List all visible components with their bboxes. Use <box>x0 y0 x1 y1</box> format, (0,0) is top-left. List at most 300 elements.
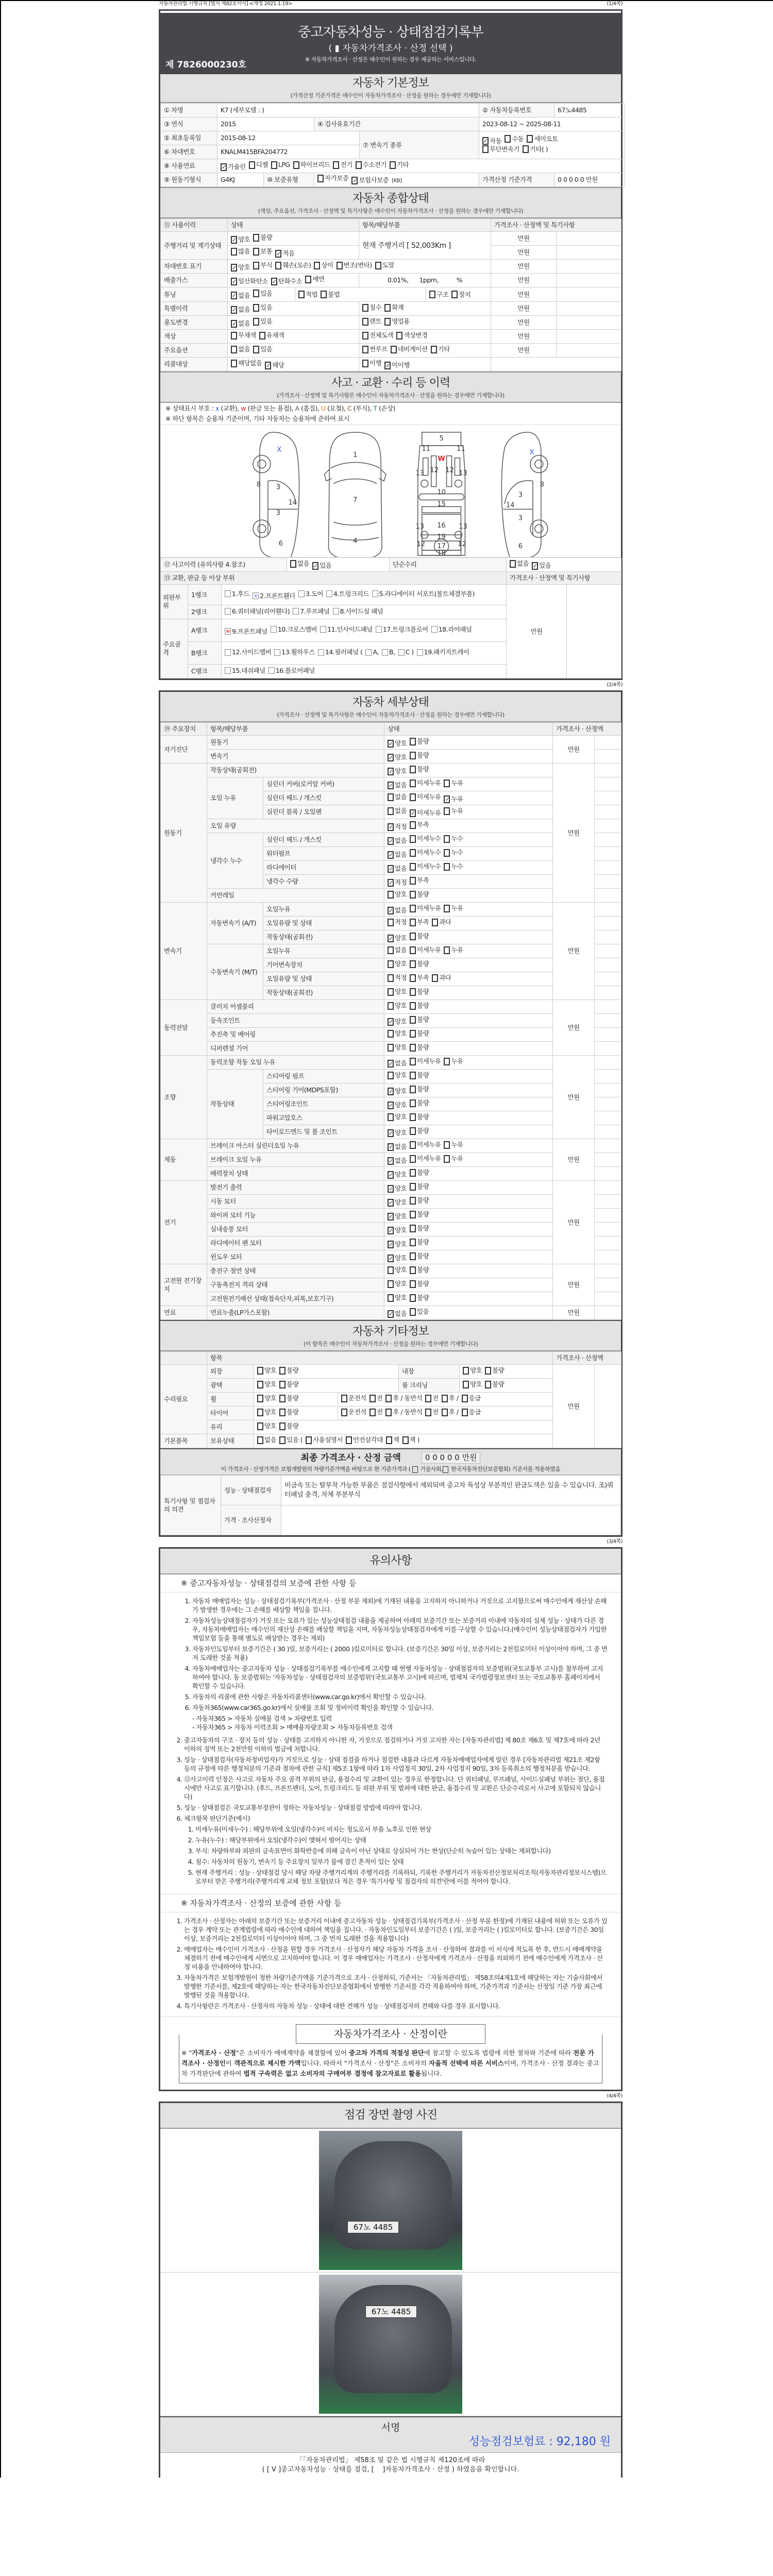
price-note[interactable] <box>595 1083 621 1097</box>
checkbox-option[interactable] <box>388 1310 407 1318</box>
price-note[interactable] <box>557 260 621 274</box>
checkbox-icon[interactable] <box>225 667 231 674</box>
checked-box-icon[interactable]: ✓ <box>389 1101 393 1109</box>
checkbox-option[interactable] <box>341 1408 366 1416</box>
checkbox-option[interactable] <box>410 835 441 843</box>
price-note[interactable] <box>595 1209 621 1223</box>
checkbox-option[interactable] <box>279 1422 298 1430</box>
price-note[interactable] <box>595 1306 621 1320</box>
checkbox-icon[interactable] <box>376 626 382 633</box>
checkbox-icon[interactable] <box>410 752 416 759</box>
checkbox-option[interactable] <box>410 932 429 940</box>
price-note[interactable] <box>595 1365 621 1448</box>
checkbox-option[interactable] <box>410 876 429 885</box>
checked-box-icon[interactable]: ✓ <box>389 1227 393 1234</box>
checkbox-icon[interactable] <box>410 738 416 745</box>
checkbox-option[interactable] <box>257 1408 276 1416</box>
checkbox-icon[interactable] <box>388 1294 394 1302</box>
checkbox-option[interactable] <box>279 1380 298 1388</box>
checkbox-option[interactable] <box>410 737 429 745</box>
checkbox-option[interactable] <box>425 1408 439 1416</box>
checkbox-icon[interactable] <box>225 590 231 597</box>
checkbox-icon[interactable] <box>225 649 231 656</box>
checkbox-option[interactable] <box>231 247 250 256</box>
checkbox-option[interactable] <box>231 292 250 300</box>
checkbox-option[interactable] <box>482 145 519 154</box>
checkbox-icon[interactable] <box>362 346 368 353</box>
checked-box-icon[interactable]: ✓ <box>389 740 393 747</box>
checkbox-option[interactable] <box>523 145 548 154</box>
price-note[interactable] <box>595 944 621 958</box>
checked-box-icon[interactable]: ✓ <box>313 562 318 569</box>
price-note[interactable] <box>557 287 621 302</box>
checkbox-icon[interactable] <box>462 1395 468 1402</box>
checkbox-option[interactable] <box>385 1394 422 1402</box>
price-note[interactable] <box>557 302 621 316</box>
checkbox-icon[interactable] <box>257 1409 263 1416</box>
checkbox-option[interactable] <box>388 793 407 801</box>
checkbox-icon[interactable] <box>279 1381 285 1388</box>
checkbox-option[interactable] <box>463 1380 482 1388</box>
checkbox-icon[interactable] <box>257 1381 263 1388</box>
checkbox-option[interactable] <box>444 1155 463 1163</box>
checked-box-icon[interactable]: ✓ <box>232 278 237 285</box>
checkbox-option[interactable] <box>410 1155 441 1163</box>
checkbox-option[interactable] <box>388 946 407 954</box>
checkbox-option[interactable] <box>351 176 389 184</box>
checkbox-icon[interactable] <box>271 161 277 169</box>
checkbox-option[interactable] <box>384 317 410 326</box>
checkbox-option[interactable] <box>275 249 294 258</box>
checkbox-icon[interactable] <box>388 807 394 815</box>
checkbox-icon[interactable] <box>337 262 343 269</box>
checked-box-icon[interactable]: ✓ <box>389 1129 393 1137</box>
price-note[interactable] <box>595 736 621 750</box>
checkbox-option[interactable] <box>402 1436 419 1444</box>
checked-box-icon[interactable]: w <box>225 628 231 635</box>
price-note[interactable] <box>595 1264 621 1278</box>
checkbox-icon[interactable] <box>410 1002 416 1010</box>
checkbox-option[interactable] <box>388 1002 407 1010</box>
checkbox-icon[interactable] <box>431 626 438 633</box>
checkbox-icon[interactable] <box>444 863 450 871</box>
checkbox-option[interactable] <box>410 1238 429 1246</box>
checkbox-option[interactable] <box>482 137 501 145</box>
checkbox-option[interactable] <box>384 303 404 312</box>
checkbox-icon[interactable] <box>442 1395 448 1402</box>
checkbox-option[interactable] <box>386 1436 399 1444</box>
checkbox-option[interactable] <box>221 163 246 171</box>
checkbox-option[interactable] <box>444 795 463 803</box>
checkbox-icon[interactable] <box>362 332 368 340</box>
price-note[interactable] <box>595 777 621 791</box>
price-note[interactable] <box>595 903 621 917</box>
checkbox-icon[interactable] <box>444 807 450 815</box>
checkbox-icon[interactable] <box>462 1409 468 1416</box>
checkbox-icon[interactable] <box>432 974 438 982</box>
checkbox-icon[interactable] <box>410 1308 416 1316</box>
checkbox-option[interactable] <box>410 1252 429 1260</box>
checkbox-option[interactable] <box>382 648 395 656</box>
checkbox-option[interactable] <box>410 1280 429 1288</box>
checkbox-option[interactable] <box>390 161 409 169</box>
checkbox-option[interactable] <box>321 291 340 299</box>
price-note[interactable] <box>595 1014 621 1028</box>
checkbox-option[interactable] <box>410 1113 429 1121</box>
checkbox-option[interactable] <box>410 793 441 801</box>
checkbox-icon[interactable] <box>341 1395 347 1402</box>
checkbox-icon[interactable] <box>485 1381 491 1388</box>
checkbox-icon[interactable] <box>279 1436 285 1444</box>
checkbox-icon[interactable] <box>386 1436 392 1444</box>
checkbox-icon[interactable] <box>388 960 394 968</box>
checkbox-icon[interactable] <box>410 877 416 885</box>
checkbox-option[interactable] <box>253 317 272 326</box>
checkbox-icon[interactable] <box>346 1436 352 1444</box>
checkbox-option[interactable] <box>362 317 381 326</box>
checkbox-option[interactable] <box>388 781 407 789</box>
checked-box-icon[interactable]: ✓ <box>389 1255 393 1262</box>
price-note[interactable] <box>595 1125 621 1139</box>
checkbox-option[interactable] <box>257 1394 276 1402</box>
checkbox-option[interactable] <box>510 560 529 568</box>
checked-box-icon[interactable]: ✓ <box>389 879 393 886</box>
checkbox-option[interactable] <box>410 1043 429 1052</box>
checkbox-option[interactable] <box>410 946 441 954</box>
checkbox-icon[interactable] <box>398 649 405 656</box>
checkbox-option[interactable] <box>362 359 381 367</box>
checkbox-option[interactable] <box>532 562 551 570</box>
price-note[interactable] <box>595 1153 621 1167</box>
checkbox-icon[interactable] <box>257 1367 263 1375</box>
checked-box-icon[interactable]: ✓ <box>389 754 393 761</box>
inspection-photo-front[interactable] <box>319 2131 462 2270</box>
checkbox-option[interactable] <box>385 1408 422 1416</box>
checked-box-icon[interactable]: ✓ <box>533 562 537 569</box>
price-note[interactable] <box>595 1097 621 1111</box>
price-note[interactable] <box>595 1195 621 1209</box>
checkbox-option[interactable] <box>388 974 407 982</box>
checkbox-icon[interactable] <box>369 1395 376 1402</box>
checkbox-option[interactable] <box>505 135 524 143</box>
checkbox-option[interactable] <box>231 359 262 367</box>
checkbox-icon[interactable] <box>410 1252 416 1260</box>
checkbox-icon[interactable] <box>431 346 437 353</box>
checkbox-option[interactable] <box>431 625 472 634</box>
checkbox-icon[interactable] <box>369 1409 376 1416</box>
checkbox-icon[interactable] <box>410 1113 416 1121</box>
checkbox-option[interactable] <box>375 261 394 269</box>
checkbox-icon[interactable] <box>293 608 299 615</box>
checkbox-option[interactable] <box>444 1057 463 1065</box>
checkbox-icon[interactable] <box>410 1155 416 1163</box>
checked-box-icon[interactable]: ✓ <box>389 865 393 872</box>
checkbox-option[interactable] <box>249 161 268 169</box>
price-note[interactable] <box>595 986 621 1000</box>
checkbox-icon[interactable] <box>318 649 324 656</box>
checkbox-option[interactable] <box>388 1129 407 1137</box>
checkbox-option[interactable] <box>388 1087 407 1095</box>
price-note[interactable] <box>595 1139 621 1153</box>
checkbox-icon[interactable] <box>385 1409 392 1416</box>
checkbox-option[interactable] <box>410 1266 429 1274</box>
checkbox-icon[interactable] <box>410 1183 416 1191</box>
checkbox-option[interactable] <box>388 1071 407 1079</box>
checkbox-option[interactable] <box>410 1015 429 1024</box>
checkbox-option[interactable] <box>372 590 475 598</box>
price-note[interactable] <box>557 316 621 330</box>
checked-box-icon[interactable]: ✓ <box>389 1171 393 1178</box>
checkbox-icon[interactable] <box>375 262 381 269</box>
checkbox-icon[interactable] <box>410 891 416 899</box>
checkbox-icon[interactable] <box>410 766 416 773</box>
checkbox-option[interactable] <box>451 291 470 299</box>
checkbox-icon[interactable] <box>410 1141 416 1149</box>
checked-box-icon[interactable]: ✓ <box>389 1213 393 1220</box>
checkbox-option[interactable] <box>225 607 290 616</box>
price-note[interactable] <box>595 875 621 889</box>
price-note[interactable] <box>595 1042 621 1056</box>
price-note[interactable] <box>595 847 621 861</box>
checkbox-icon[interactable] <box>402 1436 409 1444</box>
checkbox-icon[interactable] <box>410 1197 416 1205</box>
checkbox-option[interactable] <box>271 277 302 285</box>
checkbox-option[interactable] <box>410 849 441 857</box>
checkbox-option[interactable] <box>279 1436 303 1444</box>
checkbox-option[interactable] <box>231 345 250 353</box>
checkbox-icon[interactable] <box>341 1409 347 1416</box>
checked-box-icon[interactable]: ✓ <box>445 795 450 803</box>
checkbox-option[interactable] <box>362 331 393 340</box>
checked-box-icon[interactable]: ✓ <box>389 1185 393 1192</box>
checkbox-option[interactable] <box>388 934 407 942</box>
checkbox-icon[interactable] <box>298 291 305 298</box>
checkbox-icon[interactable] <box>320 626 326 633</box>
checkbox-icon[interactable] <box>388 1002 394 1010</box>
checkbox-icon[interactable] <box>432 919 438 926</box>
checked-box-icon[interactable]: ✓ <box>389 907 393 914</box>
checkbox-icon[interactable] <box>429 291 435 298</box>
checkbox-icon[interactable] <box>410 835 416 843</box>
checkbox-icon[interactable] <box>425 1395 431 1402</box>
checkbox-icon[interactable] <box>356 161 362 169</box>
checkbox-icon[interactable] <box>412 1466 418 1473</box>
checkbox-icon[interactable] <box>482 145 489 153</box>
checkbox-option[interactable] <box>318 648 363 656</box>
checkbox-option[interactable] <box>410 1002 429 1010</box>
checkbox-option[interactable] <box>231 319 250 328</box>
checkbox-option[interactable] <box>410 904 441 912</box>
checkbox-icon[interactable] <box>290 560 296 568</box>
price-note[interactable] <box>595 750 621 764</box>
checkbox-option[interactable] <box>388 807 407 815</box>
checkbox-icon[interactable] <box>410 1072 416 1079</box>
checkbox-option[interactable] <box>388 865 407 873</box>
checkbox-icon[interactable] <box>410 1016 416 1024</box>
price-note[interactable] <box>595 1056 621 1070</box>
checkbox-option[interactable] <box>253 345 272 353</box>
checked-box-icon[interactable]: ✓ <box>232 306 237 313</box>
checkbox-option[interactable] <box>417 648 469 656</box>
checkbox-option[interactable] <box>293 161 330 169</box>
checkbox-icon[interactable] <box>317 175 324 182</box>
checkbox-option[interactable] <box>271 625 317 634</box>
checked-box-icon[interactable]: ✓ <box>266 362 271 369</box>
checked-box-icon[interactable]: ✓ <box>389 1310 393 1317</box>
checkbox-option[interactable] <box>388 878 407 887</box>
checkbox-option[interactable] <box>410 1085 429 1093</box>
checked-box-icon[interactable]: ✓ <box>272 278 277 285</box>
checkbox-option[interactable] <box>362 303 381 312</box>
checkbox-icon[interactable] <box>279 1422 285 1430</box>
price-note[interactable] <box>567 585 621 679</box>
price-note[interactable] <box>595 972 621 986</box>
checkbox-icon[interactable] <box>388 891 394 899</box>
checkbox-icon[interactable] <box>388 1072 394 1079</box>
checkbox-option[interactable] <box>333 161 352 169</box>
checkbox-option[interactable] <box>388 1240 407 1248</box>
checkbox-option[interactable] <box>257 1422 276 1430</box>
checkbox-icon[interactable] <box>253 248 259 256</box>
checkbox-option[interactable] <box>388 1280 407 1288</box>
checkbox-option[interactable] <box>356 161 386 169</box>
checkbox-option[interactable] <box>410 918 429 926</box>
checkbox-icon[interactable] <box>321 291 327 298</box>
checkbox-icon[interactable] <box>410 793 416 801</box>
checkbox-icon[interactable] <box>410 1225 416 1232</box>
price-note[interactable] <box>595 1000 621 1014</box>
checkbox-icon[interactable] <box>388 974 394 982</box>
price-note[interactable] <box>595 1070 621 1083</box>
checkbox-option[interactable] <box>425 1394 439 1402</box>
checkbox-option[interactable] <box>442 1394 459 1402</box>
checkbox-option[interactable] <box>410 960 429 968</box>
checkbox-option[interactable] <box>231 235 250 244</box>
price-note[interactable] <box>595 1028 621 1042</box>
checkbox-option[interactable] <box>388 1018 407 1026</box>
checked-box-icon[interactable]: ✓ <box>389 935 393 942</box>
checkbox-icon[interactable] <box>249 161 255 169</box>
checkbox-icon[interactable] <box>271 626 277 633</box>
price-note[interactable] <box>595 958 621 972</box>
checkbox-icon[interactable] <box>253 346 259 353</box>
checkbox-option[interactable] <box>388 1143 407 1151</box>
checked-box-icon[interactable]: ✓ <box>389 1088 393 1095</box>
checkbox-option[interactable] <box>388 753 407 761</box>
checkbox-option[interactable] <box>388 767 407 775</box>
checkbox-option[interactable] <box>362 345 388 353</box>
checkbox-icon[interactable] <box>410 779 416 787</box>
price-note[interactable] <box>595 833 621 847</box>
checkbox-option[interactable] <box>410 821 429 829</box>
checkbox-icon[interactable] <box>444 905 450 912</box>
checkbox-icon[interactable] <box>388 919 394 926</box>
checkbox-option[interactable] <box>410 1210 429 1218</box>
checkbox-option[interactable] <box>388 1171 407 1179</box>
price-note[interactable] <box>595 764 621 777</box>
checkbox-icon[interactable] <box>382 649 388 656</box>
checkbox-option[interactable] <box>410 890 429 899</box>
checkbox-icon[interactable] <box>410 849 416 857</box>
checkbox-option[interactable] <box>527 135 558 143</box>
checkbox-option[interactable] <box>432 918 451 926</box>
checkbox-icon[interactable] <box>391 346 397 353</box>
checkbox-icon[interactable] <box>253 318 259 326</box>
checked-box-icon[interactable]: ✓ <box>389 1018 393 1025</box>
checkbox-icon[interactable] <box>314 262 320 269</box>
checkbox-icon[interactable] <box>444 1155 450 1163</box>
price-note[interactable] <box>595 930 621 944</box>
checkbox-option[interactable] <box>225 590 249 598</box>
checkbox-option[interactable] <box>391 345 428 353</box>
checkbox-option[interactable] <box>410 765 429 773</box>
price-note[interactable] <box>557 274 621 287</box>
checkbox-icon[interactable] <box>253 262 259 269</box>
checked-box-icon[interactable]: ✓ <box>352 177 358 184</box>
checkbox-icon[interactable] <box>410 974 416 982</box>
checkbox-icon[interactable] <box>388 1280 394 1288</box>
checkbox-option[interactable] <box>346 1436 383 1444</box>
checkbox-option[interactable] <box>231 277 268 285</box>
checkbox-icon[interactable] <box>231 332 237 340</box>
checkbox-icon[interactable] <box>425 1409 431 1416</box>
checkbox-icon[interactable] <box>333 608 339 615</box>
checkbox-option[interactable] <box>268 667 315 675</box>
checkbox-option[interactable] <box>388 1198 407 1207</box>
price-note[interactable] <box>595 1292 621 1306</box>
checkbox-option[interactable] <box>257 1366 276 1375</box>
checkbox-option[interactable] <box>444 835 463 843</box>
checkbox-icon[interactable] <box>410 919 416 926</box>
checkbox-option[interactable] <box>257 1380 276 1388</box>
checkbox-option[interactable] <box>431 345 450 353</box>
checkbox-option[interactable] <box>410 1099 429 1107</box>
checkbox-icon[interactable] <box>231 360 237 367</box>
checkbox-option[interactable] <box>410 1224 429 1232</box>
checkbox-icon[interactable] <box>388 1030 394 1038</box>
checked-box-icon[interactable]: ✓ <box>411 809 415 817</box>
checkbox-icon[interactable] <box>523 145 529 153</box>
checkbox-option[interactable] <box>410 988 429 996</box>
checkbox-option[interactable] <box>314 261 333 269</box>
checkbox-icon[interactable] <box>410 988 416 996</box>
price-note[interactable] <box>595 861 621 875</box>
checkbox-icon[interactable] <box>444 779 450 787</box>
checkbox-icon[interactable] <box>333 161 339 169</box>
checkbox-option[interactable] <box>388 851 407 859</box>
checked-box-icon[interactable]: ✓ <box>389 1143 393 1150</box>
checked-box-icon[interactable]: ✓ <box>389 837 393 844</box>
checkbox-option[interactable] <box>410 1196 429 1205</box>
checkbox-icon[interactable] <box>298 590 305 597</box>
checkbox-option[interactable] <box>485 1380 504 1388</box>
checkbox-option[interactable] <box>305 275 324 283</box>
checked-box-icon[interactable]: ✓ <box>389 768 393 775</box>
checkbox-option[interactable] <box>225 628 267 636</box>
checkbox-option[interactable] <box>444 1141 463 1149</box>
checkbox-option[interactable] <box>271 161 290 169</box>
checkbox-icon[interactable] <box>259 332 265 340</box>
checkbox-icon[interactable] <box>410 1127 416 1135</box>
checkbox-option[interactable] <box>225 648 271 656</box>
checkbox-icon[interactable] <box>444 1058 450 1065</box>
checkbox-icon[interactable] <box>444 1141 450 1149</box>
checkbox-option[interactable] <box>410 1294 429 1302</box>
checkbox-option[interactable] <box>253 247 272 256</box>
price-note[interactable] <box>595 917 621 930</box>
checked-box-icon[interactable]: ✓ <box>389 1199 393 1206</box>
checkbox-icon[interactable] <box>410 946 416 954</box>
